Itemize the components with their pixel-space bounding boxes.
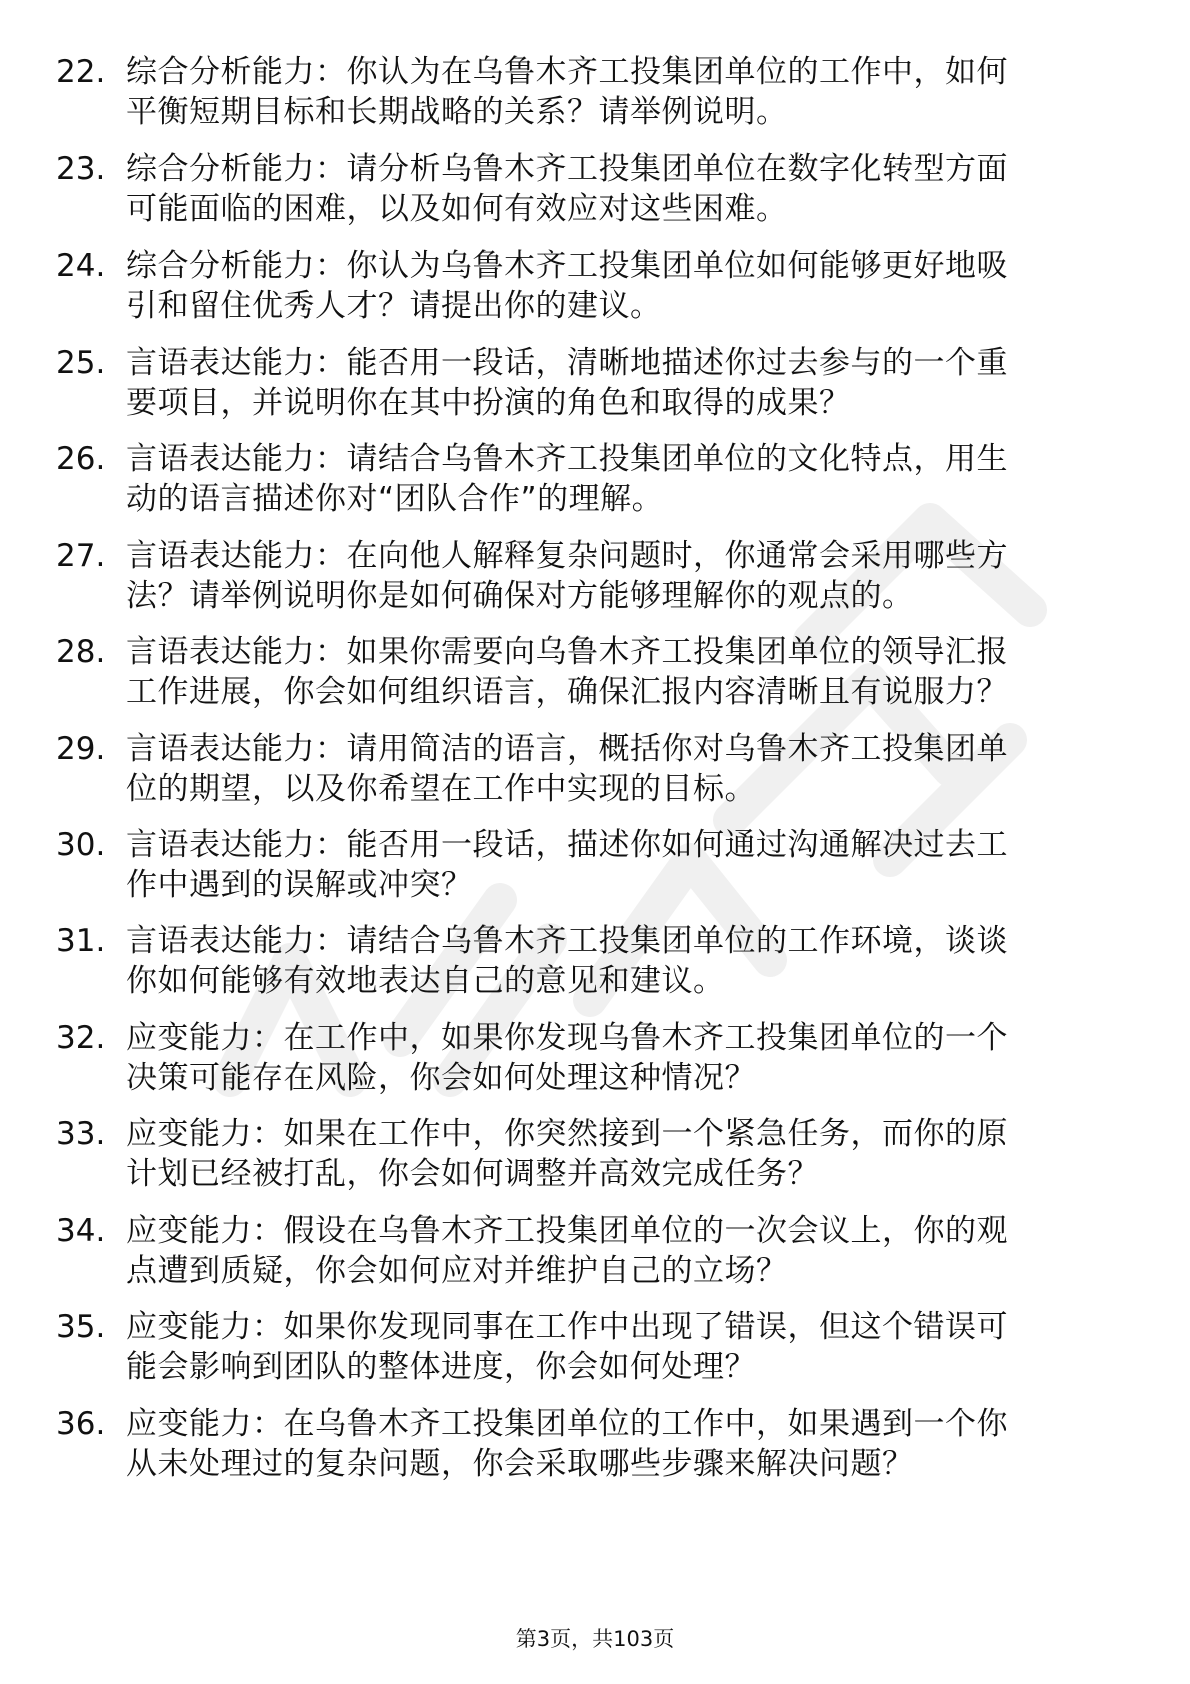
question-text-line1: 综合分析能力：请分析乌鲁木齐工投集团单位在数字化转型方面 [126, 151, 1008, 187]
question-text-line1: 应变能力：在乌鲁木齐工投集团单位的工作中，如果遇到一个你 [126, 1406, 1008, 1442]
question-number: 31. [56, 923, 106, 959]
question-text-line2: 计划已经被打乱，你会如何调整并高效完成任务？ [126, 1156, 819, 1192]
page-number-label: 第3页，共103页 [515, 1627, 675, 1651]
question-text-line1: 言语表达能力：请结合乌鲁木齐工投集团单位的文化特点，用生 [126, 441, 1008, 477]
question-text-line1: 应变能力：在工作中，如果你发现乌鲁木齐工投集团单位的一个 [126, 1020, 1008, 1056]
question-text-line2: 位的期望，以及你希望在工作中实现的目标。 [126, 771, 756, 807]
question-text-line2: 点遭到质疑，你会如何应对并维护自己的立场？ [126, 1253, 788, 1289]
question-text-line2: 要项目，并说明你在其中扮演的角色和取得的成果？ [126, 385, 851, 421]
question-number: 25. [56, 345, 106, 381]
question-number: 33. [56, 1116, 106, 1152]
question-number: 35. [56, 1309, 106, 1345]
question-number: 27. [56, 538, 106, 574]
question-text-line1: 言语表达能力：能否用一段话，清晰地描述你过去参与的一个重 [126, 345, 1008, 381]
question-text-line1: 应变能力：如果你发现同事在工作中出现了错误，但这个错误可 [126, 1309, 1008, 1345]
question-number: 34. [56, 1213, 106, 1249]
question-number: 26. [56, 441, 106, 477]
question-text-line1: 言语表达能力：能否用一段话，描述你如何通过沟通解决过去工 [126, 827, 1008, 863]
question-text-line2: 可能面临的困难，以及如何有效应对这些困难。 [126, 191, 788, 227]
question-text-line1: 应变能力：如果在工作中，你突然接到一个紧急任务，而你的原 [126, 1116, 1008, 1152]
question-text-line2: 你如何能够有效地表达自己的意见和建议。 [126, 963, 725, 999]
question-number: 23. [56, 151, 106, 187]
question-text-line2: 平衡短期目标和长期战略的关系？请举例说明。 [126, 94, 788, 130]
question-text-line1: 言语表达能力：请用简洁的语言，概括你对乌鲁木齐工投集团单 [126, 731, 1008, 767]
question-number: 36. [56, 1406, 106, 1442]
question-text-line2: 动的语言描述你对“团队合作”的理解。 [126, 481, 664, 517]
question-number: 22. [56, 54, 106, 90]
question-number: 32. [56, 1020, 106, 1056]
question-text-line1: 综合分析能力：你认为乌鲁木齐工投集团单位如何能够更好地吸 [126, 248, 1008, 284]
question-text-line2: 引和留住优秀人才？请提出你的建议。 [126, 288, 662, 324]
question-text-line2: 法？请举例说明你是如何确保对方能够理解你的观点的。 [126, 578, 914, 614]
question-text-line2: 作中遇到的误解或冲突？ [126, 867, 473, 903]
question-text-line2: 能会影响到团队的整体进度，你会如何处理？ [126, 1349, 756, 1385]
question-text-line2: 决策可能存在风险，你会如何处理这种情况？ [126, 1060, 756, 1096]
question-text-line2: 工作进展，你会如何组织语言，确保汇报内容清晰且有说服力？ [126, 674, 1008, 710]
question-text-line1: 言语表达能力：请结合乌鲁木齐工投集团单位的工作环境，谈谈 [126, 923, 1008, 959]
question-number: 24. [56, 248, 106, 284]
question-text-line1: 言语表达能力：在向他人解释复杂问题时，你通常会采用哪些方 [126, 538, 1008, 574]
question-number: 28. [56, 634, 106, 670]
question-text-line1: 应变能力：假设在乌鲁木齐工投集团单位的一次会议上，你的观 [126, 1213, 1008, 1249]
question-text-line1: 言语表达能力：如果你需要向乌鲁木齐工投集团单位的领导汇报 [126, 634, 1008, 670]
question-number: 29. [56, 731, 106, 767]
question-text-line2: 从未处理过的复杂问题，你会采取哪些步骤来解决问题？ [126, 1446, 914, 1482]
question-text-line1: 综合分析能力：你认为在乌鲁木齐工投集团单位的工作中，如何 [126, 54, 1008, 90]
page-footer [0, 1625, 1190, 1653]
question-number: 30. [56, 827, 106, 863]
